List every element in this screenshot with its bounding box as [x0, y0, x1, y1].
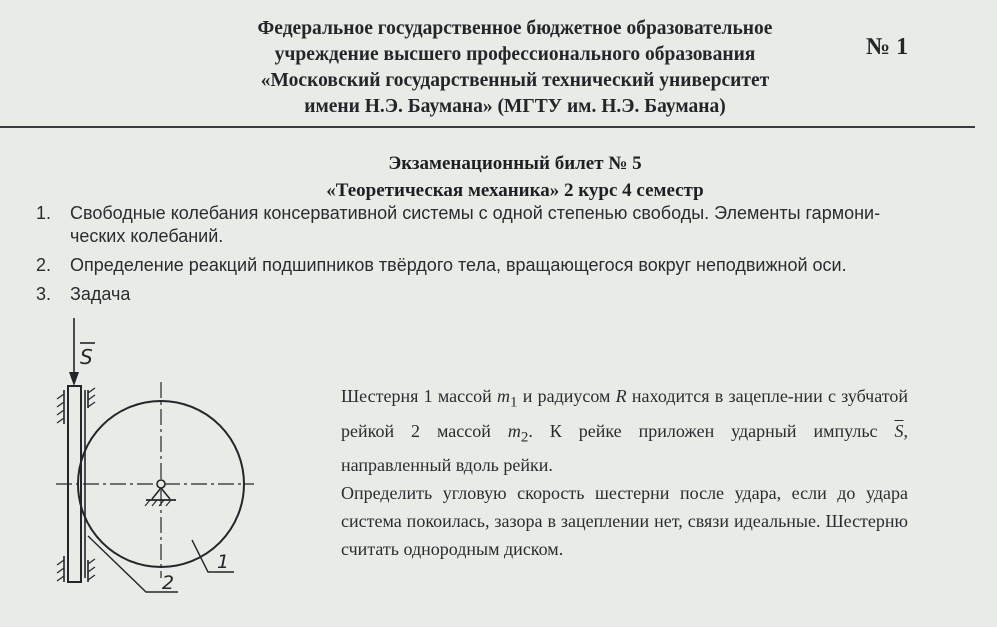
- guide-hatch-bottom-right: [88, 559, 95, 580]
- problem-text: находится в зацепле-нии с зубчатой рейкой 2 массой: [341, 386, 908, 441]
- guide-hatch-bottom-left: [57, 560, 64, 581]
- var-s: $\overline{S}$: [894, 420, 904, 441]
- var-m2: m: [507, 420, 521, 441]
- question-item: [36, 254, 981, 277]
- var-m1: m: [496, 386, 510, 406]
- gear-rack-diagram: [40, 316, 260, 606]
- question-number: 3.: [36, 284, 52, 304]
- var-m1-subscript: 1: [509, 394, 518, 411]
- header-line-4: имени Н.Э. Баумана» (МГТУ им. Н.Э. Баумана): [304, 96, 726, 117]
- label-s: S: [80, 345, 93, 369]
- support-leg-right: [161, 488, 170, 499]
- ticket-badge: № 1: [866, 34, 909, 60]
- header-line-3: «Московский государственный технический университет: [260, 70, 770, 91]
- label-2: 2: [162, 572, 175, 594]
- question-text-continued: ческих колебаний.: [70, 226, 224, 246]
- impulse-arrowhead: [69, 372, 79, 386]
- question-number: 2.: [36, 255, 52, 275]
- exam-title-block: [200, 150, 830, 204]
- question-item: [36, 283, 981, 306]
- pivot-pin: [157, 480, 165, 488]
- label-1: 1: [217, 551, 230, 573]
- question-text: Определение реакций подшипников твёрдого тела, вращающегося вокруг неподвижной оси.: [70, 255, 847, 275]
- problem-text: , направленный вдоль рейки.: [341, 420, 908, 476]
- exam-title: Экзаменационный билет № 5: [388, 153, 642, 174]
- question-item: [36, 202, 981, 248]
- support-leg-left: [152, 488, 161, 499]
- university-header: [190, 16, 840, 120]
- problem-statement: [341, 382, 908, 563]
- question-number: 1.: [36, 203, 52, 223]
- header-line-1: Федеральное государственное бюджетное образовательное: [257, 18, 773, 39]
- problem-text: Шестерня 1 массой: [341, 386, 497, 406]
- guide-hatch-top-right: [88, 388, 95, 407]
- question-list: [36, 202, 981, 312]
- header-line-2: учреждение высшего профессионального образования: [274, 44, 756, 65]
- question-text: Задача: [70, 284, 131, 304]
- var-r: R: [615, 386, 627, 406]
- guide-hatch-top-left: [57, 394, 64, 423]
- problem-text: . К рейке приложен ударный импульс: [528, 420, 895, 441]
- problem-paragraph-2: Определить угловую скорость шестерни после удара, если до удара система покоилась, зазора в зацеплении нет, связи идеальные. Шестерню считать однородным диском.: [341, 483, 908, 560]
- problem-text: и радиусом: [517, 386, 616, 406]
- var-m2-subscript: 2: [520, 429, 529, 446]
- problem-paragraph-1: [341, 382, 908, 479]
- header-divider: [0, 126, 975, 128]
- exam-subject: «Теоретическая механика» 2 курс 4 семестр: [326, 180, 704, 201]
- question-text: Свободные колебания консервативной системы с одной степенью свободы. Элементы гармони-: [70, 203, 881, 223]
